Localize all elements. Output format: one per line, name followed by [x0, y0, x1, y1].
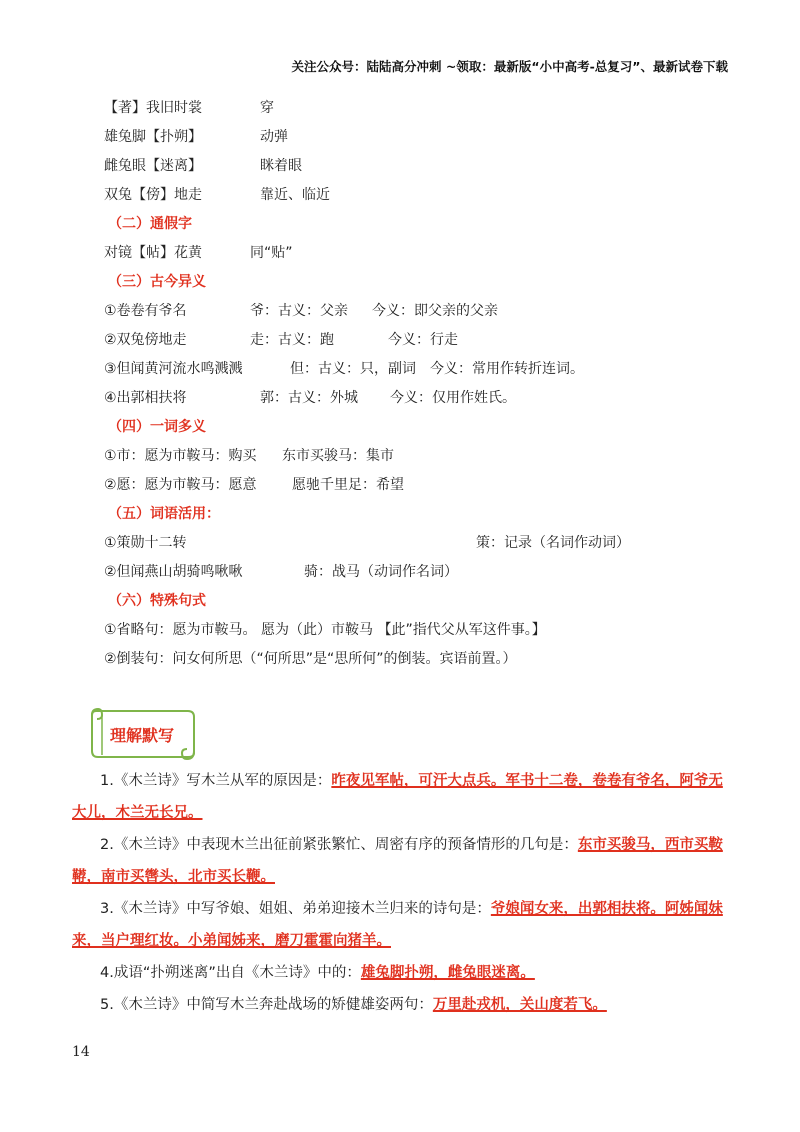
gujin-phrase: ③但闻黄河流水鸣溅溅 — [104, 361, 243, 377]
section-heading-teshu: （六）特殊句式 — [108, 593, 206, 609]
question-prompt: 1.《木兰诗》写木兰从军的原因是： — [100, 773, 332, 789]
teshu-text: ①省略句：愿为市鞍马。 愿为（此）市鞍马 【此”指代父从军这件事。】 — [104, 622, 546, 638]
vocab-meaning: 靠近、临近 — [260, 187, 330, 203]
dictation-questions — [72, 765, 732, 1021]
gujin-modern: 今义：仅用作姓氏。 — [390, 390, 516, 406]
question-answer: 昨夜见军帖，可汗大点兵。军书十二卷，卷卷有爷名，阿爷无大儿，木兰无长兄。 — [72, 773, 723, 821]
gujin-row — [104, 384, 744, 413]
teshu-row — [104, 616, 744, 645]
notes-section — [104, 94, 744, 674]
gujin-phrase: ④出郭相扶将 — [104, 390, 187, 406]
banner-title: 理解默写 — [109, 726, 174, 745]
vocab-row — [104, 152, 744, 181]
vocab-meaning: 动弹 — [260, 129, 288, 145]
gujin-row — [104, 297, 744, 326]
question-prompt: 5.《木兰诗》中简写木兰奔赴战场的矫健雄姿两句： — [100, 997, 433, 1013]
question-item — [72, 893, 732, 957]
section-heading-gujin: （三）古今异义 — [108, 274, 206, 290]
section-heading-huoyong: （五）词语活用： — [108, 506, 220, 522]
gujin-modern: 今义：行走 — [388, 332, 458, 348]
question-item — [72, 957, 732, 989]
question-item — [72, 829, 732, 893]
gujin-phrase: ①卷卷有爷名 — [104, 303, 187, 319]
vocab-term: 雌兔眼【迷离】 — [104, 158, 202, 174]
question-item — [72, 989, 732, 1021]
question-answer: 东市买骏马，西市买鞍鞯，南市买辔头，北市买长鞭。 — [72, 837, 723, 885]
duoyi-second: 东市买骏马：集市 — [282, 448, 394, 464]
vocab-term: 雄兔脚【扑朔】 — [104, 129, 202, 145]
duoyi-row — [104, 442, 744, 471]
section-banner — [88, 705, 196, 761]
huoyong-row — [104, 529, 744, 558]
gujin-ancient: 爷：古义：父亲 — [250, 303, 348, 319]
vocab-row — [104, 94, 744, 123]
question-answer: 雄兔脚扑朔，雌兔眼迷离。 — [360, 965, 535, 981]
gujin-ancient: 郭：古义：外城 — [260, 390, 358, 406]
tongjia-meaning: 同“贴” — [250, 245, 293, 261]
gujin-ancient: 走：古义：跑 — [250, 332, 334, 348]
vocab-row — [104, 181, 744, 210]
duoyi-row — [104, 471, 744, 500]
gujin-phrase: ②双兔傍地走 — [104, 332, 187, 348]
gujin-modern: 今义：即父亲的父亲 — [372, 303, 498, 319]
duoyi-second: 愿驰千里足：希望 — [292, 477, 404, 493]
gujin-row — [104, 355, 744, 384]
vocab-meaning: 穿 — [260, 100, 274, 116]
huoyong-meaning: 骑：战马（动词作名词） — [304, 564, 458, 580]
huoyong-phrase: ①策勋十二转 — [104, 535, 187, 551]
question-answer: 爷娘闻女来，出郭相扶将。阿姊闻妹来，当户理红妆。小弟闻姊来，磨刀霍霍向猪羊。 — [72, 901, 723, 949]
huoyong-meaning: 策：记录（名词作动词） — [476, 535, 630, 551]
question-prompt: 4.成语“扑朔迷离”出自《木兰诗》中的： — [100, 965, 361, 981]
vocab-term: 【著】我旧时裳 — [104, 100, 202, 116]
page-number: 14 — [72, 1044, 90, 1060]
gujin-row — [104, 326, 744, 355]
section-heading-tongjia: （二）通假字 — [108, 216, 192, 232]
question-prompt: 2.《木兰诗》中表现木兰出征前紧张繁忙、周密有序的预备情形的几句是： — [100, 837, 578, 853]
duoyi-first: ①市：愿为市鞍马：购买 — [104, 448, 257, 464]
huoyong-phrase: ②但闻燕山胡骑鸣啾啾 — [104, 564, 243, 580]
vocab-meaning: 眯着眼 — [260, 158, 302, 174]
page-header: 关注公众号：陆陆高分冲刺 ~领取：最新版“小中高考-总复习”、最新试卷下载 — [291, 59, 728, 74]
question-item — [72, 765, 732, 829]
gujin-modern: 今义：常用作转折连词。 — [430, 361, 584, 377]
duoyi-first: ②愿：愿为市鞍马：愿意 — [104, 477, 257, 493]
tongjia-term: 对镜【帖】花黄 — [104, 245, 202, 261]
vocab-term: 双兔【傍】地走 — [104, 187, 202, 203]
gujin-ancient: 但：古义：只，副词 — [290, 361, 416, 377]
question-answer: 万里赴戎机，关山度若飞。 — [432, 997, 607, 1013]
vocab-row — [104, 123, 744, 152]
teshu-text: ②倒装句：问女何所思（“何所思”是“思所何”的倒装。宾语前置。） — [104, 651, 517, 667]
section-heading-duoyi: （四）一词多义 — [108, 419, 206, 435]
question-prompt: 3.《木兰诗》中写爷娘、姐姐、弟弟迎接木兰归来的诗句是： — [100, 901, 491, 917]
tongjia-row — [104, 239, 744, 268]
teshu-row — [104, 645, 744, 674]
huoyong-row — [104, 558, 744, 587]
